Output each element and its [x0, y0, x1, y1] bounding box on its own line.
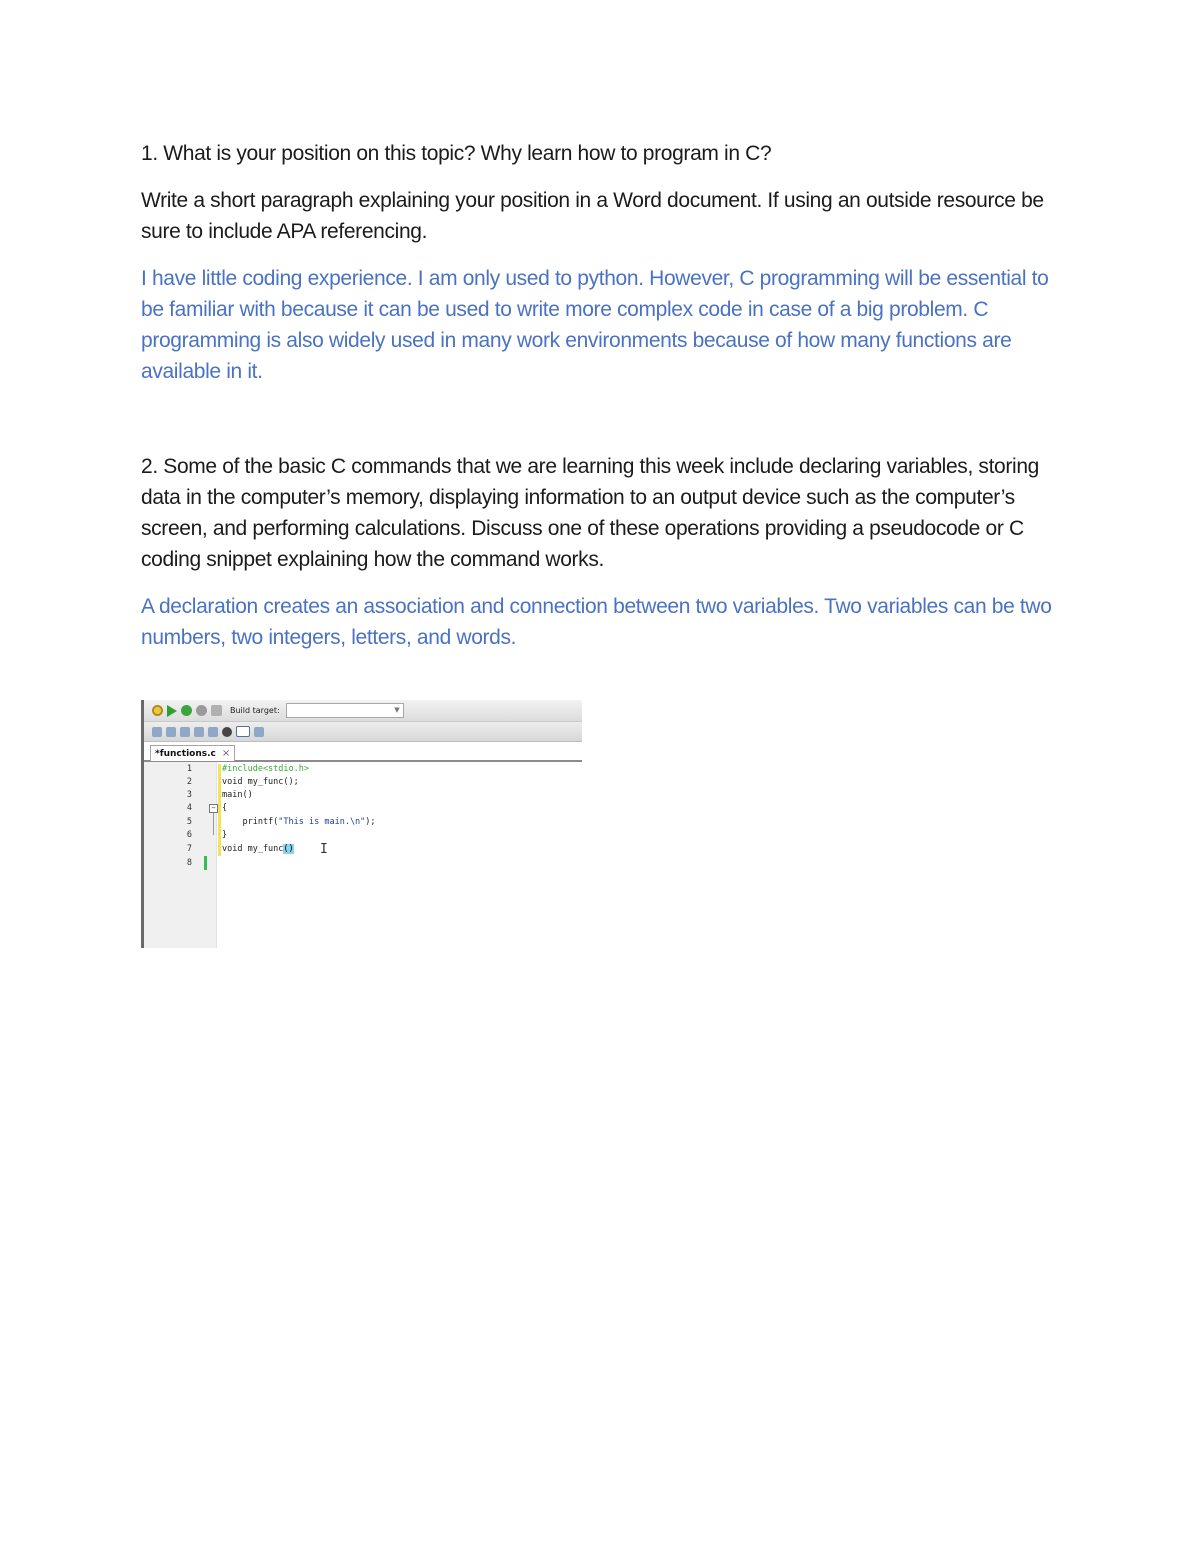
debug-toolbar — [144, 722, 582, 742]
build-target-label: Build target: — [230, 706, 280, 715]
info-icon — [254, 727, 264, 737]
ide-screenshot — [141, 700, 582, 948]
editor-tab-bar — [144, 742, 582, 762]
run-play-icon — [167, 705, 177, 717]
answer-2: A declaration creates an association and connection between two variables. Two variables can be two numbers, two integers, letters, and words. — [141, 595, 1052, 649]
debug-icon — [152, 727, 162, 737]
line-number: 6 — [186, 830, 192, 840]
line-number: 8 — [186, 858, 192, 868]
build-and-run-icon — [181, 705, 192, 716]
line-number: 3 — [186, 790, 192, 800]
rebuild-icon — [196, 705, 207, 716]
build-toolbar — [144, 700, 582, 722]
printf-close: ); — [365, 817, 376, 827]
preprocessor-directive: #include<stdio.h> — [222, 764, 309, 774]
abort-icon — [211, 705, 222, 716]
code-line-3: main() — [222, 790, 253, 800]
question-1-instruction: Write a short paragraph explaining your position in a Word document. If using an outside resource be sure to include APA referencing. — [141, 189, 1044, 243]
step-out-icon — [194, 727, 204, 737]
question-1: 1. What is your position on this topic? Why learn how to program in C? — [141, 142, 772, 165]
tab-functions-c — [150, 745, 235, 761]
debug-window-icon — [236, 726, 250, 737]
tab-label: *functions.c — [155, 748, 216, 759]
step-over-icon — [180, 727, 190, 737]
fold-toggle-icon: − — [209, 804, 218, 813]
line-number: 5 — [186, 817, 192, 827]
function-declaration: void my_func — [222, 844, 284, 854]
document-body — [141, 138, 1071, 653]
bracket-highlight: () — [283, 844, 294, 854]
question-2: 2. Some of the basic C commands that we are learning this week include declaring variables, storing data in the computer’s memory, displaying information to an output device such as the computer’s screen, and performing calculations. Discuss one of these operations providing a pseudocode or C coding snippet explaining how the command works. — [141, 455, 1039, 571]
code-line-2: void my_func(); — [222, 777, 299, 787]
printf-call: printf( — [222, 817, 279, 827]
line-number: 4 — [186, 803, 192, 813]
line-number: 7 — [186, 844, 192, 854]
code-line-4: { — [222, 803, 228, 813]
build-settings-gear-icon — [152, 705, 163, 716]
code-line-1 — [222, 764, 309, 774]
code-line-5 — [222, 817, 376, 827]
build-target-select — [286, 703, 404, 718]
fold-guide — [213, 813, 214, 835]
saved-line-marker — [204, 856, 207, 870]
next-instruction-icon — [208, 727, 218, 737]
step-into-icon — [166, 727, 176, 737]
code-line-6: } — [222, 830, 228, 840]
stop-debugger-icon — [222, 727, 232, 737]
text-cursor-icon: I — [320, 842, 328, 857]
line-number: 2 — [186, 777, 192, 787]
line-number: 1 — [186, 764, 192, 774]
string-literal: "This is main.\n" — [278, 817, 366, 827]
close-icon: × — [221, 748, 231, 759]
changed-lines-marker — [218, 764, 221, 856]
chevron-down-icon: ▼ — [394, 706, 400, 714]
answer-1: I have little coding experience. I am only used to python. However, C programming will be essential to be familiar with because it can be used to write more complex code in case of a big problem. C programming is also widely used in many work environments because of how many functions are available in it. — [141, 267, 1049, 383]
code-line-7 — [222, 844, 294, 854]
